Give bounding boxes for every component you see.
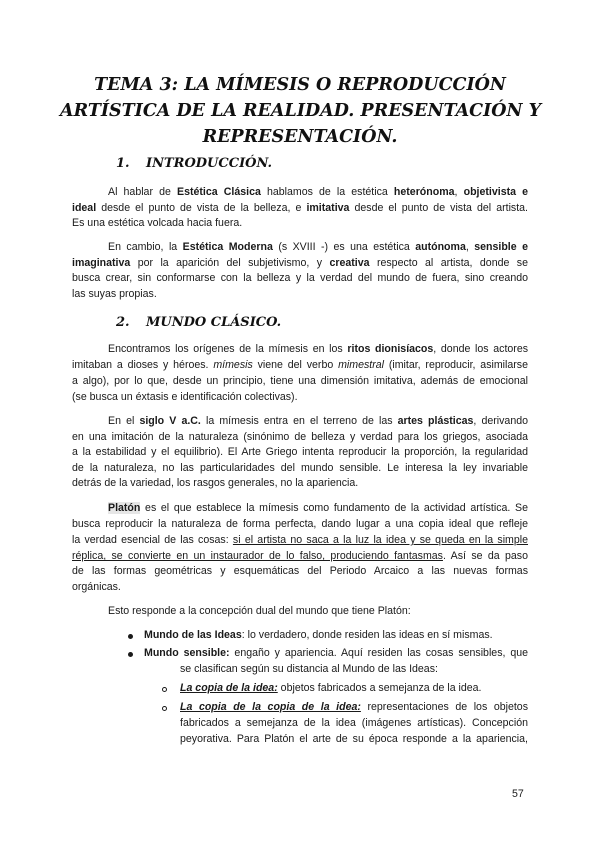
circle-bullet-icon (162, 687, 167, 692)
sub-list-item: La copia de la copia de la idea: representaciones de los objetos (180, 701, 528, 713)
section-heading-mundo-clasico (116, 315, 281, 330)
paragraph-line: En el siglo V a.C. la mímesis entra en el terreno de las artes plásticas, derivando (108, 415, 528, 427)
section-number: 1. (116, 156, 130, 171)
paragraph-line: las suyas propias. (72, 288, 157, 300)
paragraph-line: imitaban a dioses y héroes. mímesis viene del verbo mimestral (imitar, reproducir, asimilarse (72, 359, 528, 371)
section-title: INTRODUCCIÓN. (146, 156, 273, 171)
paragraph-line: detrás de la variedad, los rasgos generales, no la apariencia. (72, 477, 359, 489)
paragraph-line: busca reproducir la naturaleza de forma perfecta, dando lugar a una copia ideal que refleje (72, 518, 528, 530)
section-number: 2. (116, 315, 130, 330)
paragraph-line: Encontramos los orígenes de la mímesis en los ritos dionisíacos, donde los actores (108, 343, 529, 355)
paragraph-line: imaginativa por la aparición del subjetivismo, y creativa respecto al artista, donde se (72, 257, 528, 269)
list-item: Mundo sensible: engaño y apariencia. Aquí residen las cosas sensibles, que (144, 647, 528, 659)
paragraph-line: (se busca un éxtasis e identificación colectivas). (72, 391, 298, 403)
section-heading-introduccion (116, 156, 272, 171)
paragraph-line: a algo), por lo que, desde un principio, tiene una dimensión imitativa, además de emocional (72, 375, 528, 387)
paragraph-line: ideal desde el punto de vista de la belleza, e imitativa desde el punto de vista del artista. (72, 202, 528, 214)
circle-bullet-icon (162, 706, 167, 711)
paragraph-line: Esto responde a la concepción dual del mundo que tiene Platón: (108, 605, 411, 617)
sub-list-item-line: fabricados a semejanza de la idea (imágenes artísticas). Concepción (180, 717, 528, 729)
bullet-icon (128, 634, 133, 639)
page-number: 57 (512, 788, 524, 800)
paragraph-line: busca crear, sin conformarse con la belleza y la verdad del mundo de fuera, sino creando (72, 272, 528, 284)
title-line: REPRESENTACIÓN. (202, 127, 398, 147)
paragraph-line: En cambio, la Estética Moderna (s XVIII -) es una estética autónoma, sensible e (108, 241, 528, 253)
title-line: ARTÍSTICA DE LA REALIDAD. PRESENTACIÓN Y (60, 101, 542, 121)
paragraph-line: Al hablar de Estética Clásica hablamos de la estética heterónoma, objetivista e (108, 186, 529, 198)
list-item-line: se clasifican según su distancia al Mundo de las Ideas: (180, 663, 438, 675)
paragraph-line: orgánicas. (72, 581, 121, 593)
paragraph-line: Es una estética volcada hacia fuera. (72, 217, 243, 229)
title-line: TEMA 3: LA MÍMESIS O REPRODUCCIÓN (94, 75, 506, 95)
bullet-icon (128, 652, 133, 657)
paragraph-line: a la estabilidad y el equilibrio). El Arte Griego intenta reproducir la proporción, la regularidad (72, 446, 528, 458)
paragraph-line: réplica, se convierte en un instaurador de lo falso, produciendo fantasmas. Así se da paso (72, 550, 528, 562)
paragraph-line: de la naturaleza, no las particularidades del mundo sensible. Le interesa la ley invariable (72, 462, 528, 474)
paragraph-line: la verdad esencial de las cosas: si el artista no saca a la luz la idea y se queda en la simple (72, 534, 529, 546)
sub-list-item: La copia de la idea: objetos fabricados a semejanza de la idea. (180, 682, 482, 694)
sub-list-item-line: peyorativa. Para Platón el arte de su época responde a la apariencia, (180, 733, 528, 745)
page-title (60, 72, 540, 150)
list-item: Mundo de las Ideas: lo verdadero, donde residen las ideas en sí mismas. (144, 629, 493, 641)
highlighted-term: Platón (108, 502, 141, 514)
paragraph-line: en una imitación de la naturaleza (sinónimo de belleza y verdad para los griegos, asociada (72, 431, 528, 443)
paragraph-line: de las formas geométricas y esquemáticas del Periodo Arcaico a las nuevas formas (72, 565, 528, 577)
paragraph-line: Platón es el que establece la mímesis como fundamento de la actividad artística. Se (108, 502, 528, 514)
section-title: MUNDO CLÁSICO. (146, 315, 282, 330)
